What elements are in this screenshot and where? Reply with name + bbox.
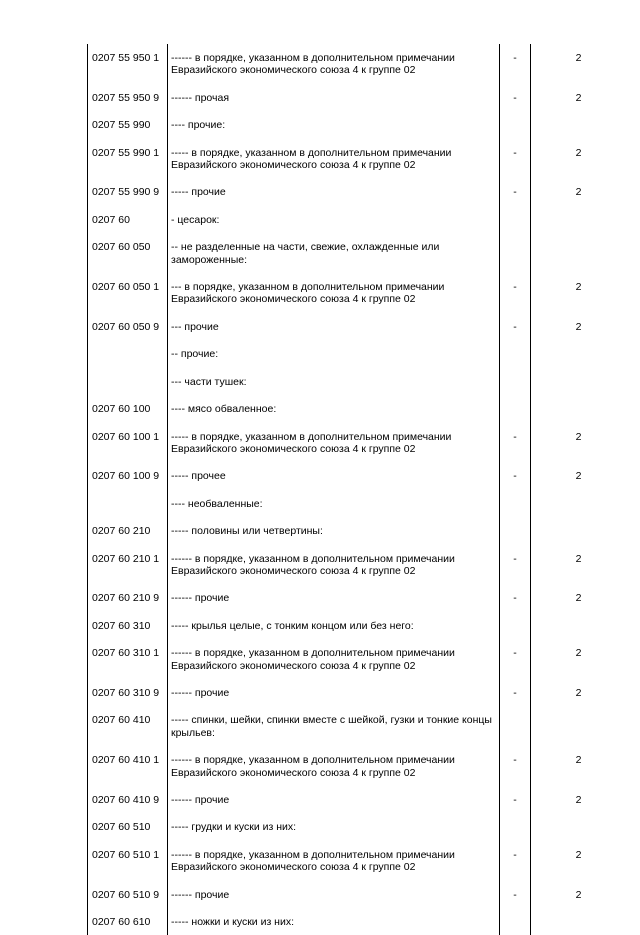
description-cell: ------ в порядке, указанном в дополнительном примечании Евразийского экономического союза 4 к группе 02 <box>168 746 500 786</box>
unit-cell <box>500 706 531 746</box>
table-row <box>88 841 627 881</box>
tariff-code-cell: 0207 55 990 1 <box>88 139 168 179</box>
table-row <box>88 881 627 908</box>
tariff-code-cell: 0207 60 510 9 <box>88 881 168 908</box>
description-cell: ----- грудки и куски из них: <box>168 813 500 840</box>
description-cell: ------ прочие <box>168 679 500 706</box>
duty-rate-cell: 2 <box>575 91 582 104</box>
tariff-code-cell: 0207 55 950 9 <box>88 84 168 111</box>
duty-rate-cell: 2 <box>575 754 582 767</box>
unit-cell: - <box>500 841 531 881</box>
unit-cell <box>500 612 531 639</box>
tariff-code-cell: 0207 60 410 <box>88 706 168 746</box>
duty-rate-cell <box>531 233 627 273</box>
duty-rate-cell <box>531 395 627 422</box>
duty-rate-cell <box>531 517 627 544</box>
description-cell: ------ в порядке, указанном в дополнительном примечании Евразийского экономического союза 4 к группе 02 <box>168 44 500 84</box>
tariff-code-cell <box>88 368 168 395</box>
table-row <box>88 679 627 706</box>
duty-rate-cell <box>531 813 627 840</box>
table-row <box>88 44 627 84</box>
tariff-code-cell: 0207 60 100 <box>88 395 168 422</box>
description-cell: ------ в порядке, указанном в дополнительном примечании Евразийского экономического союза 4 к группе 02 <box>168 545 500 585</box>
unit-cell: - <box>500 178 531 205</box>
description-cell: ----- ножки и куски из них: <box>168 908 500 935</box>
description-cell: --- в порядке, указанном в дополнительном примечании Евразийского экономического союза 4 к группе 02 <box>168 273 500 313</box>
unit-cell: - <box>500 423 531 463</box>
table-row <box>88 313 627 340</box>
unit-cell <box>500 206 531 233</box>
unit-cell: - <box>500 44 531 84</box>
table-row <box>88 84 627 111</box>
duty-rate-cell: 2 <box>575 552 582 565</box>
tariff-code-cell: 0207 60 100 1 <box>88 423 168 463</box>
duty-rate-cell <box>531 206 627 233</box>
description-cell: ------ прочие <box>168 881 500 908</box>
duty-rate-cell <box>531 111 627 138</box>
tariff-code-cell: 0207 60 510 <box>88 813 168 840</box>
duty-rate-cell: 2 <box>575 848 582 861</box>
unit-cell: - <box>500 746 531 786</box>
description-cell: ----- спинки, шейки, спинки вместе с шейкой, гузки и тонкие концы крыльев: <box>168 706 500 746</box>
unit-cell <box>500 111 531 138</box>
table-row <box>88 706 627 746</box>
unit-cell <box>500 813 531 840</box>
duty-rate-cell: 2 <box>575 281 582 294</box>
tariff-table-body <box>88 44 627 935</box>
tariff-code-cell: 0207 60 <box>88 206 168 233</box>
unit-cell <box>500 340 531 367</box>
tariff-code-cell: 0207 60 210 <box>88 517 168 544</box>
unit-cell <box>500 395 531 422</box>
duty-rate-cell: 2 <box>575 320 582 333</box>
unit-cell: - <box>500 545 531 585</box>
description-cell: - цесарок: <box>168 206 500 233</box>
unit-cell <box>500 517 531 544</box>
table-row <box>88 395 627 422</box>
unit-cell: - <box>500 639 531 679</box>
duty-rate-cell <box>531 706 627 746</box>
tariff-code-cell: 0207 60 510 1 <box>88 841 168 881</box>
table-row <box>88 111 627 138</box>
description-cell: --- части тушек: <box>168 368 500 395</box>
tariff-code-cell: 0207 60 410 1 <box>88 746 168 786</box>
description-cell: ----- крылья целые, с тонким концом или без него: <box>168 612 500 639</box>
description-cell: ------ в порядке, указанном в дополнительном примечании Евразийского экономического союза 4 к группе 02 <box>168 639 500 679</box>
unit-cell: - <box>500 881 531 908</box>
description-cell: ------ прочие <box>168 786 500 813</box>
duty-rate-cell: 2 <box>575 470 582 483</box>
tariff-table <box>87 44 627 935</box>
table-row <box>88 206 627 233</box>
table-row <box>88 423 627 463</box>
tariff-code-cell: 0207 60 050 1 <box>88 273 168 313</box>
tariff-code-cell: 0207 55 990 <box>88 111 168 138</box>
tariff-code-cell: 0207 60 310 1 <box>88 639 168 679</box>
tariff-code-cell: 0207 60 310 9 <box>88 679 168 706</box>
description-cell: ---- необваленные: <box>168 490 500 517</box>
table-row <box>88 178 627 205</box>
unit-cell: - <box>500 139 531 179</box>
duty-rate-cell: 2 <box>575 686 582 699</box>
unit-cell: - <box>500 679 531 706</box>
table-row <box>88 368 627 395</box>
duty-rate-cell: 2 <box>575 430 582 443</box>
tariff-code-cell <box>88 340 168 367</box>
table-row <box>88 462 627 489</box>
tariff-code-cell: 0207 60 050 <box>88 233 168 273</box>
unit-cell: - <box>500 84 531 111</box>
description-cell: ----- в порядке, указанном в дополнительном примечании Евразийского экономического союза 4 к группе 02 <box>168 423 500 463</box>
description-cell: --- прочие <box>168 313 500 340</box>
duty-rate-cell <box>531 368 627 395</box>
description-cell: ------ в порядке, указанном в дополнительном примечании Евразийского экономического союза 4 к группе 02 <box>168 841 500 881</box>
unit-cell <box>500 368 531 395</box>
tariff-code-cell: 0207 60 210 1 <box>88 545 168 585</box>
unit-cell <box>500 490 531 517</box>
table-row <box>88 639 627 679</box>
duty-rate-cell <box>531 612 627 639</box>
table-row <box>88 786 627 813</box>
tariff-code-cell: 0207 60 610 <box>88 908 168 935</box>
description-cell: ---- прочие: <box>168 111 500 138</box>
description-cell: ----- прочие <box>168 178 500 205</box>
unit-cell: - <box>500 273 531 313</box>
duty-rate-cell: 2 <box>575 647 582 660</box>
description-cell: -- не разделенные на части, свежие, охлажденные или замороженные: <box>168 233 500 273</box>
duty-rate-cell: 2 <box>575 592 582 605</box>
table-row <box>88 545 627 585</box>
description-cell: ----- половины или четвертины: <box>168 517 500 544</box>
duty-rate-cell: 2 <box>575 186 582 199</box>
duty-rate-cell <box>531 490 627 517</box>
table-row <box>88 273 627 313</box>
tariff-code-cell: 0207 60 410 9 <box>88 786 168 813</box>
table-row <box>88 517 627 544</box>
table-row <box>88 746 627 786</box>
unit-cell <box>500 233 531 273</box>
tariff-code-cell: 0207 55 990 9 <box>88 178 168 205</box>
description-cell: ---- мясо обваленное: <box>168 395 500 422</box>
duty-rate-cell <box>531 340 627 367</box>
description-cell: ------ прочие <box>168 584 500 611</box>
unit-cell: - <box>500 462 531 489</box>
table-row <box>88 584 627 611</box>
unit-cell <box>500 908 531 935</box>
unit-cell: - <box>500 786 531 813</box>
tariff-code-cell: 0207 60 210 9 <box>88 584 168 611</box>
description-cell: ----- в порядке, указанном в дополнительном примечании Евразийского экономического союза 4 к группе 02 <box>168 139 500 179</box>
table-row <box>88 908 627 935</box>
tariff-code-cell <box>88 490 168 517</box>
table-row <box>88 490 627 517</box>
table-row <box>88 340 627 367</box>
table-row <box>88 813 627 840</box>
description-cell: ----- прочее <box>168 462 500 489</box>
duty-rate-cell <box>531 908 627 935</box>
duty-rate-cell: 2 <box>575 794 582 806</box>
tariff-code-cell: 0207 60 100 9 <box>88 462 168 489</box>
description-cell: -- прочие: <box>168 340 500 367</box>
duty-rate-cell: 2 <box>575 146 582 159</box>
unit-cell: - <box>500 313 531 340</box>
table-row <box>88 612 627 639</box>
description-cell: ------ прочая <box>168 84 500 111</box>
tariff-code-cell: 0207 55 950 1 <box>88 44 168 84</box>
unit-cell: - <box>500 584 531 611</box>
duty-rate-cell: 2 <box>575 52 582 64</box>
table-row <box>88 139 627 179</box>
table-row <box>88 233 627 273</box>
duty-rate-cell: 2 <box>575 888 582 901</box>
tariff-code-cell: 0207 60 050 9 <box>88 313 168 340</box>
tariff-code-cell: 0207 60 310 <box>88 612 168 639</box>
